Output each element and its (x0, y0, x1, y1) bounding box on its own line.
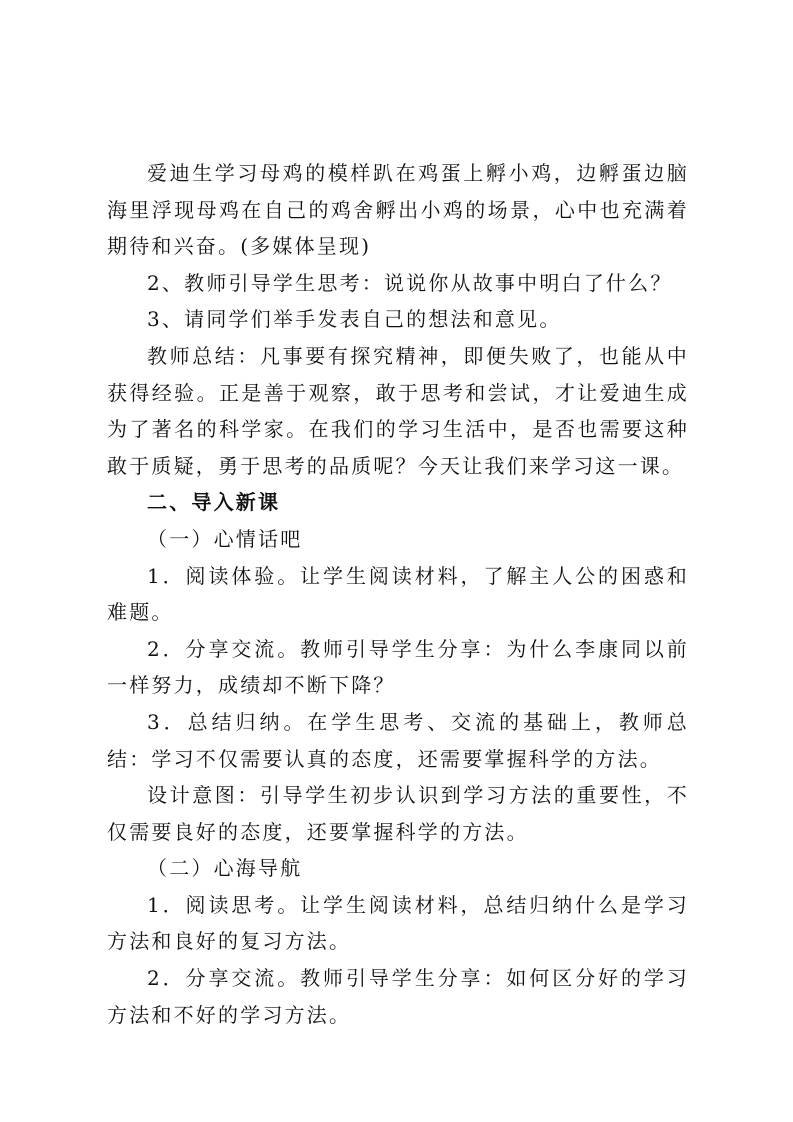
summary-induction-paragraph: 3．总结归纳。在学生思考、交流的基础上，教师总结：学习不仅需要认真的态度，还需要掌握科学的方法。 (107, 709, 689, 771)
design-intent-paragraph: 设计意图：引导学生初步认识到学习方法的重要性，不仅需要良好的态度，还要掌握科学的方法。 (107, 783, 689, 844)
step-3-paragraph: 3、请同学们举手发表自己的想法和意见。 (147, 307, 562, 332)
subsection-heading-navigation: （二）心海导航 (147, 856, 303, 881)
reading-thinking-paragraph: 1．阅读思考。让学生阅读材料，总结归纳什么是学习方法和良好的复习方法。 (107, 892, 689, 954)
reading-experience-paragraph: 1．阅读体验。让学生阅读材料，了解主人公的困惑和难题。 (107, 563, 689, 625)
section-heading-new-lesson: 二、导入新课 (147, 490, 281, 515)
share-exchange-paragraph-1: 2．分享交流。教师引导学生分享：为什么李康同以前一样努力，成绩却不断下降？ (107, 636, 689, 698)
share-exchange-paragraph-2: 2．分享交流。教师引导学生分享：如何区分好的学习方法和不好的学习方法。 (107, 966, 689, 1027)
subsection-heading-mood-talk: （一）心情话吧 (147, 526, 303, 551)
document-body (107, 155, 689, 1033)
story-paragraph: 爱迪生学习母鸡的模样趴在鸡蛋上孵小鸡，边孵蛋边脑海里浮现母鸡在自己的鸡舍孵出小鸡的场景，心中也充满着期待和兴奋。(多媒体呈现) (107, 161, 689, 259)
step-2-paragraph: 2、教师引导学生思考：说说你从故事中明白了什么？ (147, 270, 673, 295)
teacher-summary-paragraph: 教师总结：凡事要有探究精神，即便失败了，也能从中获得经验。正是善于观察，敢于思考和尝试，才让爱迪生成为了著名的科学家。在我们的学习生活中，是否也需要这种敢于质疑，勇于思考的品质呢？今天让我们来学习这一课。 (107, 343, 689, 478)
